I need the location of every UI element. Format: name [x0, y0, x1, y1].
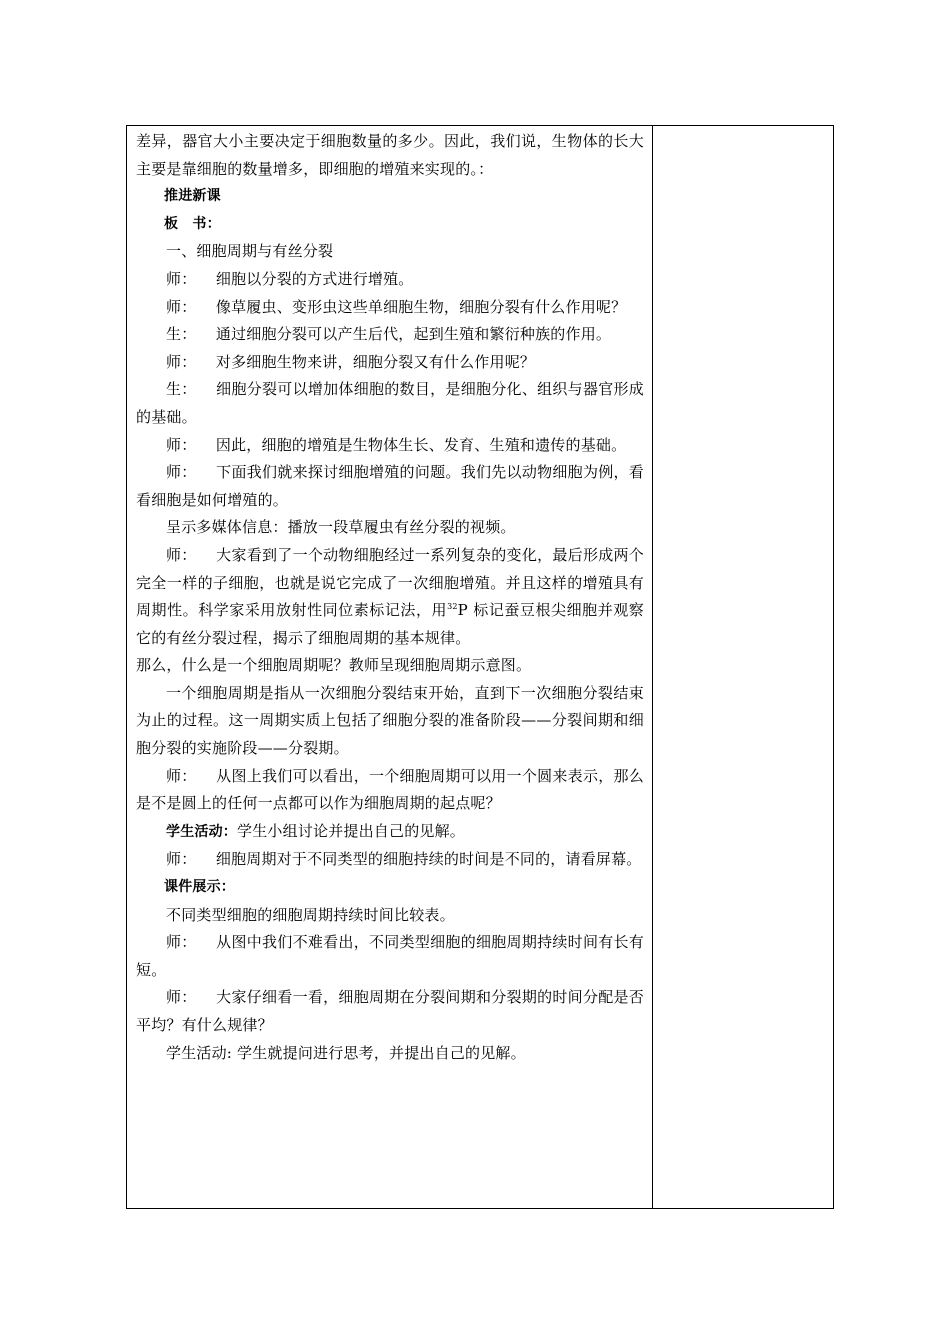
student-activity-final: 学生活动: 学生就提问进行思考，并提出自己的见解。	[166, 1043, 526, 1062]
heading-courseware: 课件展示：	[164, 879, 235, 896]
student-activity: 学生活动：学生小组讨论并提出自己的见解。	[166, 821, 466, 840]
column-divider	[652, 125, 653, 1209]
paragraph-table-caption: 不同类型细胞的细胞周期持续时间比较表。	[166, 905, 455, 924]
dialogue-line: 师： 从图中我们不难看出，不同类型细胞的细胞周期持续时间有长有短。	[136, 933, 644, 979]
dialogue-line: 师： 大家看到了一个动物细胞经过一系列复杂的变化，最后形成两个完全一样的子细胞，也就是说它完成了一次细胞增殖。并且这样的增殖具有周期性。科学家采用放射性同位素标记法，用$^{32}$P 标记蚕豆根尖细胞并观察它的有丝分裂过程，揭示了细胞周期的基本规律。	[136, 545, 644, 647]
speaker-label: 师：	[166, 463, 197, 482]
dialogue-line: 师： 下面我们就来探讨细胞增殖的问题。我们先以动物细胞为例，看看细胞是如何增殖的。	[136, 463, 644, 509]
dialogue-line: 师： 因此，细胞的增殖是生物体生长、发育、生殖和遗传的基础。	[166, 435, 627, 454]
speaker-label: 师：	[166, 766, 197, 785]
speaker-label: 师：	[166, 933, 197, 952]
speaker-label: 师：	[166, 988, 197, 1007]
dialogue-line: 师： 细胞以分裂的方式进行增殖。	[166, 269, 414, 288]
dialogue-line: 生： 通过细胞分裂可以产生后代，起到生殖和繁衍种族的作用。	[166, 325, 612, 344]
dialogue-line: 师： 从图上我们可以看出，一个细胞周期可以用一个圆来表示，那么是不是圆上的任何一点都可以作为细胞周期的起点呢？	[136, 766, 644, 813]
lesson-content	[136, 128, 644, 1067]
speaker-label: 生：	[166, 380, 197, 399]
speaker-label: 师：	[166, 352, 197, 371]
dialogue-line: 师： 细胞周期对于不同类型的细胞持续的时间是不同的，请看屏幕。	[166, 850, 642, 869]
paragraph-question: 那么，什么是一个细胞周期呢？教师呈现细胞周期示意图。	[136, 656, 532, 675]
dialogue-line: 师： 对多细胞生物来讲，细胞分裂又有什么作用呢？	[166, 352, 536, 371]
speaker-label: 师：	[166, 545, 197, 564]
heading-board: 板 书：	[164, 215, 221, 232]
dialogue-line: 生： 细胞分裂可以增加体细胞的数目，是细胞分化、组织与器官形成的基础。	[136, 380, 644, 426]
speaker-label: 师：	[166, 435, 197, 454]
paragraph-multimedia: 呈示多媒体信息：播放一段草履虫有丝分裂的视频。	[166, 518, 516, 537]
heading-new-lesson: 推进新课	[164, 188, 221, 205]
speaker-label: 师：	[166, 269, 197, 288]
speaker-label: 师：	[166, 297, 197, 316]
speaker-label: 师：	[166, 850, 197, 869]
paragraph-intro: 差异，器官大小主要决定于细胞数量的多少。因此，我们说，生物体的长大主要是靠细胞的数量增多，即细胞的增殖来实现的。：	[136, 132, 644, 178]
paragraph-definition: 一个细胞周期是指从一次细胞分裂结束开始，直到下一次细胞分裂结束为止的过程。这一周期实质上包括了细胞分裂的准备阶段——分裂间期和细胞分裂的实施阶段——分裂期。	[136, 683, 644, 758]
dialogue-line: 师： 大家仔细看一看，细胞周期在分裂间期和分裂期的时间分配是否平均？有什么规律？	[136, 988, 644, 1034]
speaker-label: 生：	[166, 325, 197, 344]
activity-label: 学生活动：	[166, 823, 237, 840]
dialogue-line: 师： 像草履虫、变形虫这些单细胞生物，细胞分裂有什么作用呢？	[166, 297, 627, 316]
isotope-superscript: 32	[447, 602, 458, 612]
section-title: 一、细胞周期与有丝分裂	[166, 242, 334, 261]
